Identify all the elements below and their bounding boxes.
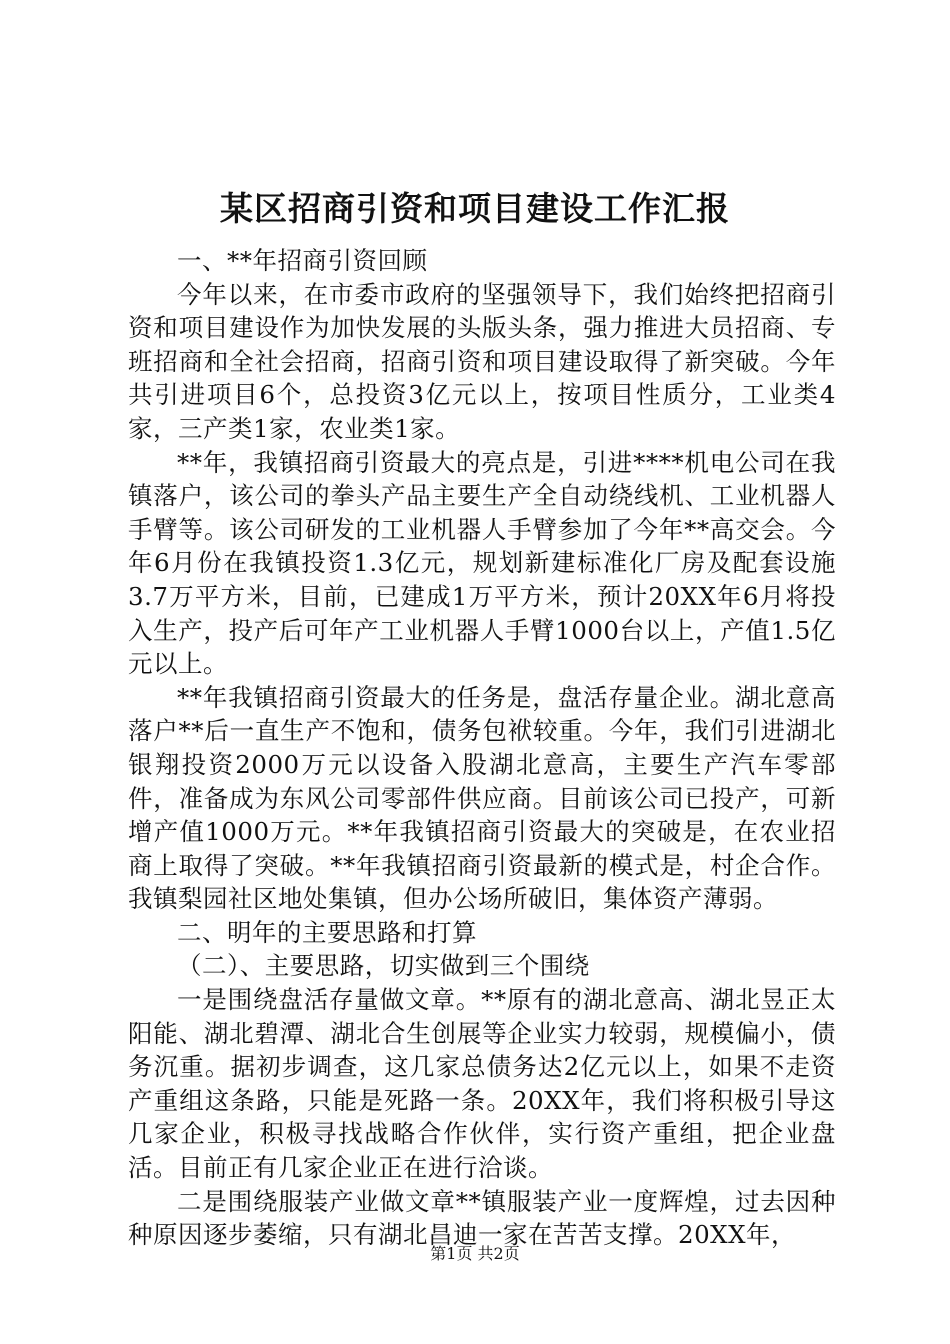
document-body bbox=[128, 244, 836, 1252]
body-paragraph: 今年以来，在市委市政府的坚强领导下，我们始终把招商引资和项目建设作为加快发展的头版头条，强力推进大员招商、专班招商和全社会招商，招商引资和项目建设取得了新突破。今年共引进项目6个，总投资3亿元以上，按项目性质分，工业类4家，三产类1家，农业类1家。 bbox=[128, 279, 836, 443]
body-paragraph: **年我镇招商引资最大的任务是，盘活存量企业。湖北意高落户**后一直生产不饱和，债务包袱较重。今年，我们引进湖北银翔投资2000万元以设备入股湖北意高，主要生产汽车零部件，准备成为东风公司零部件供应商。目前该公司已投产，可新增产值1000万元。**年我镇招商引资最大的突破是，在农业招商上取得了突破。**年我镇招商引资最新的模式是，村企合作。我镇梨园社区地处集镇，但办公场所破旧，集体资产薄弱。 bbox=[128, 682, 836, 914]
page-number-footer: 第1页 共2页 bbox=[430, 1244, 520, 1263]
document-title: 某区招商引资和项目建设工作汇报 bbox=[220, 189, 730, 228]
subsection-heading: （二）、主要思路，切实做到三个围绕 bbox=[177, 951, 590, 981]
section-heading-1: 一、**年招商引资回顾 bbox=[177, 246, 428, 275]
body-paragraph: **年，我镇招商引资最大的亮点是，引进****机电公司在我镇落户，该公司的拳头产品主要生产全自动绕线机、工业机器人手臂等。该公司研发的工业机器人手臂参加了今年**高交会。今年6月份在我镇投资1.3亿元，规划新建标准化厂房及配套设施3.7万平方米，目前，已建成1万平方米，预计20XX年6月将投入生产，投产后可年产工业机器人手臂1000台以上，产值1.5亿元以上。 bbox=[128, 447, 836, 679]
body-paragraph: 二是围绕服装产业做文章**镇服装产业一度辉煌，过去因种种原因逐步萎缩，只有湖北昌迪一家在苦苦支撑。20XX年， bbox=[128, 1186, 836, 1250]
body-paragraph: 一是围绕盘活存量做文章。**原有的湖北意高、湖北昱正太阳能、湖北碧潭、湖北合生创展等企业实力较弱，规模偏小，债务沉重。据初步调查，这几家总债务达2亿元以上，如果不走资产重组这条路，只能是死路一条。20XX年，我们将积极引导这几家企业，积极寻找战略合作伙伴，实行资产重组，把企业盘活。目前正有几家企业正在进行洽谈。 bbox=[128, 985, 836, 1183]
section-heading-2: 二、明年的主要思路和打算 bbox=[177, 917, 477, 947]
